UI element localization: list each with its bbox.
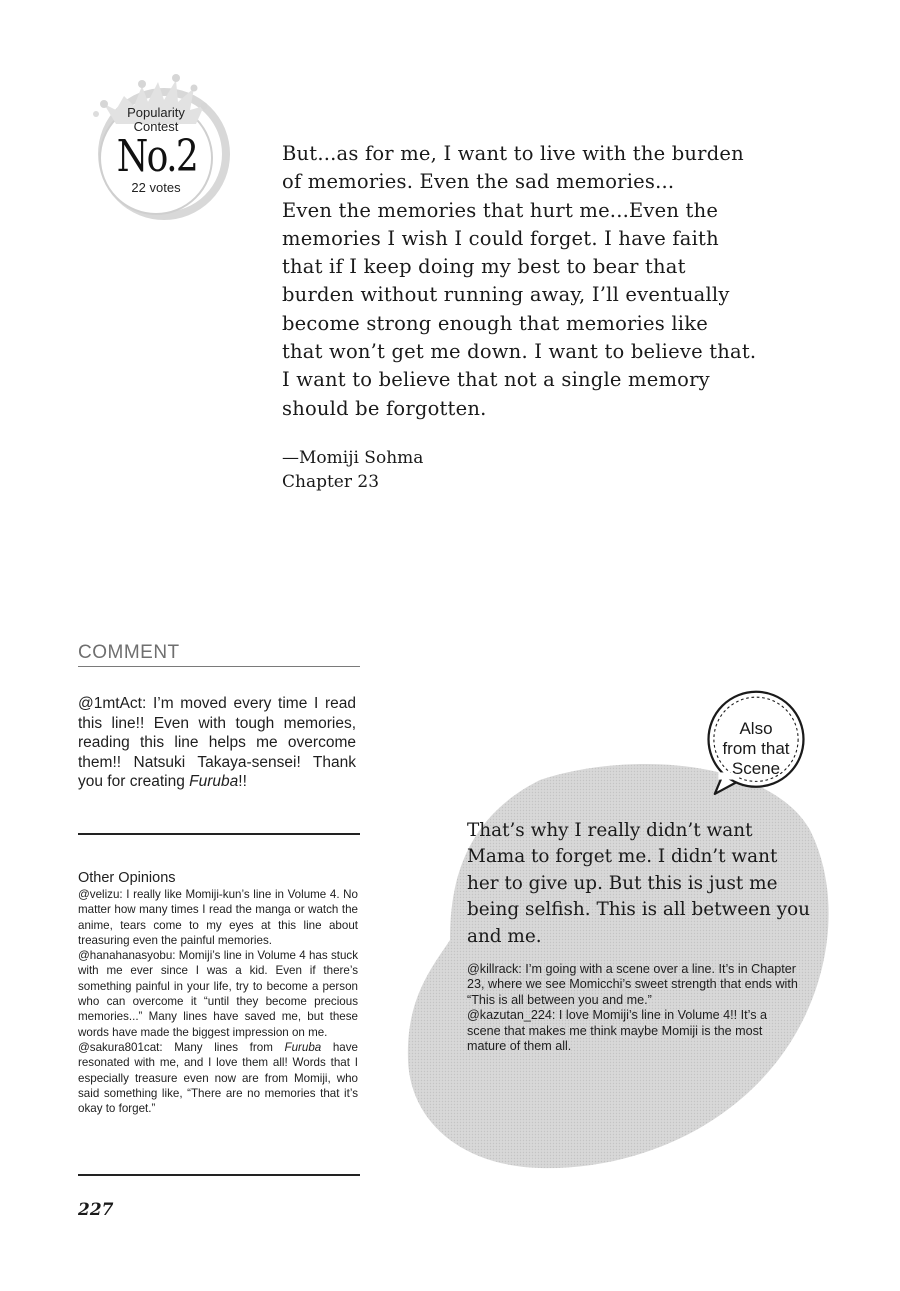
- quote-line: that won’t get me down. I want to believe that.: [282, 340, 757, 364]
- opinion-text: @hanahanasyobu: Momiji’s line in Volume 4 has stuck with me ever since I was a kid. Even if there’s something painful in your life, try to become a person who can overcome it “until they become precious memories...” Many lines have saved me, but these words have made the biggest impression on me.: [78, 949, 358, 1039]
- scene-bubble-line: Also: [739, 719, 773, 738]
- comment-heading: COMMENT: [78, 642, 360, 667]
- opinion-text: have resonated with me, and I love them all! Words that I especially treasure even now are from Momiji, who said something like, “There are no memories that it’s okay to forget.”: [78, 1040, 358, 1116]
- quote-line: burden without running away, I’ll eventually: [282, 283, 730, 307]
- divider: [78, 1174, 360, 1176]
- scene-comment: @killrack: I’m going with a scene over a line. It’s in Chapter 23, where we see Momicchi’s sweet strength that ends with “This is all between you and me.”: [467, 962, 798, 1007]
- quote-chapter: Chapter 23: [282, 472, 380, 492]
- comment-italic: Furuba: [189, 773, 239, 791]
- quote-line: I want to believe that not a single memory: [282, 368, 710, 392]
- comment-end: !!: [238, 773, 247, 791]
- quote-line: But...as for me, I want to live with the burden: [282, 142, 744, 165]
- quote-speaker: —Momiji Sohma: [282, 448, 424, 468]
- opinion-item: [78, 948, 358, 1040]
- other-opinions: [78, 870, 358, 1116]
- badge-label: Popularity Contest: [127, 105, 185, 134]
- divider: [78, 833, 360, 835]
- scene-background-blob: [390, 740, 840, 1180]
- badge-rank: No.2: [116, 131, 198, 182]
- opinion-text: @sakura801cat: Many lines from: [78, 1040, 285, 1054]
- other-opinions-title: Other Opinions: [78, 870, 176, 886]
- page-number: 227: [78, 1200, 114, 1220]
- opinion-italic: Furuba: [284, 1040, 322, 1054]
- scene-bubble-line: Scene: [731, 759, 781, 778]
- badge-votes: 22 votes: [131, 180, 181, 195]
- opinion-item: [78, 887, 358, 948]
- main-quote: [282, 140, 802, 423]
- quote-attribution: [282, 446, 682, 494]
- opinion-item: [78, 1040, 358, 1116]
- quote-line: memories I wish I could forget. I have faith: [282, 226, 719, 250]
- quote-line: that if I keep doing my best to bear that: [282, 255, 686, 279]
- scene-bubble-text: [700, 719, 812, 779]
- quote-line: of memories. Even the sad memories...: [282, 170, 675, 194]
- opinion-text: @velizu: I really like Momiji-kun’s line in Volume 4. No matter how many times I read the manga or watch the anime, tears come to my eyes at this line about treasuring even the painful memories.: [78, 888, 358, 947]
- popularity-badge: [86, 66, 236, 226]
- featured-comment: [78, 694, 356, 792]
- quote-line: should be forgotten.: [282, 396, 487, 420]
- scene-comments: [467, 962, 803, 1054]
- comment-text: @1mtAct: I’m moved every time I read this line!! Even with tough memories, reading this line helps me overcome them!! Natsuki Takaya-sensei! Thank you for creating: [78, 695, 356, 791]
- quote-line: become strong enough that memories like: [282, 311, 708, 335]
- quote-line: Even the memories that hurt me...Even the: [282, 198, 719, 222]
- scene-comment: @kazutan_224: I love Momiji’s line in Volume 4!! It’s a scene that makes me think maybe Momiji is the most mature of them all.: [467, 1008, 768, 1054]
- scene-bubble-line: from that: [722, 739, 790, 758]
- scene-quote: That’s why I really didn’t want Mama to forget me. I didn’t want her to give up. But this is just me being selfish. This is all between you and me.: [467, 820, 811, 947]
